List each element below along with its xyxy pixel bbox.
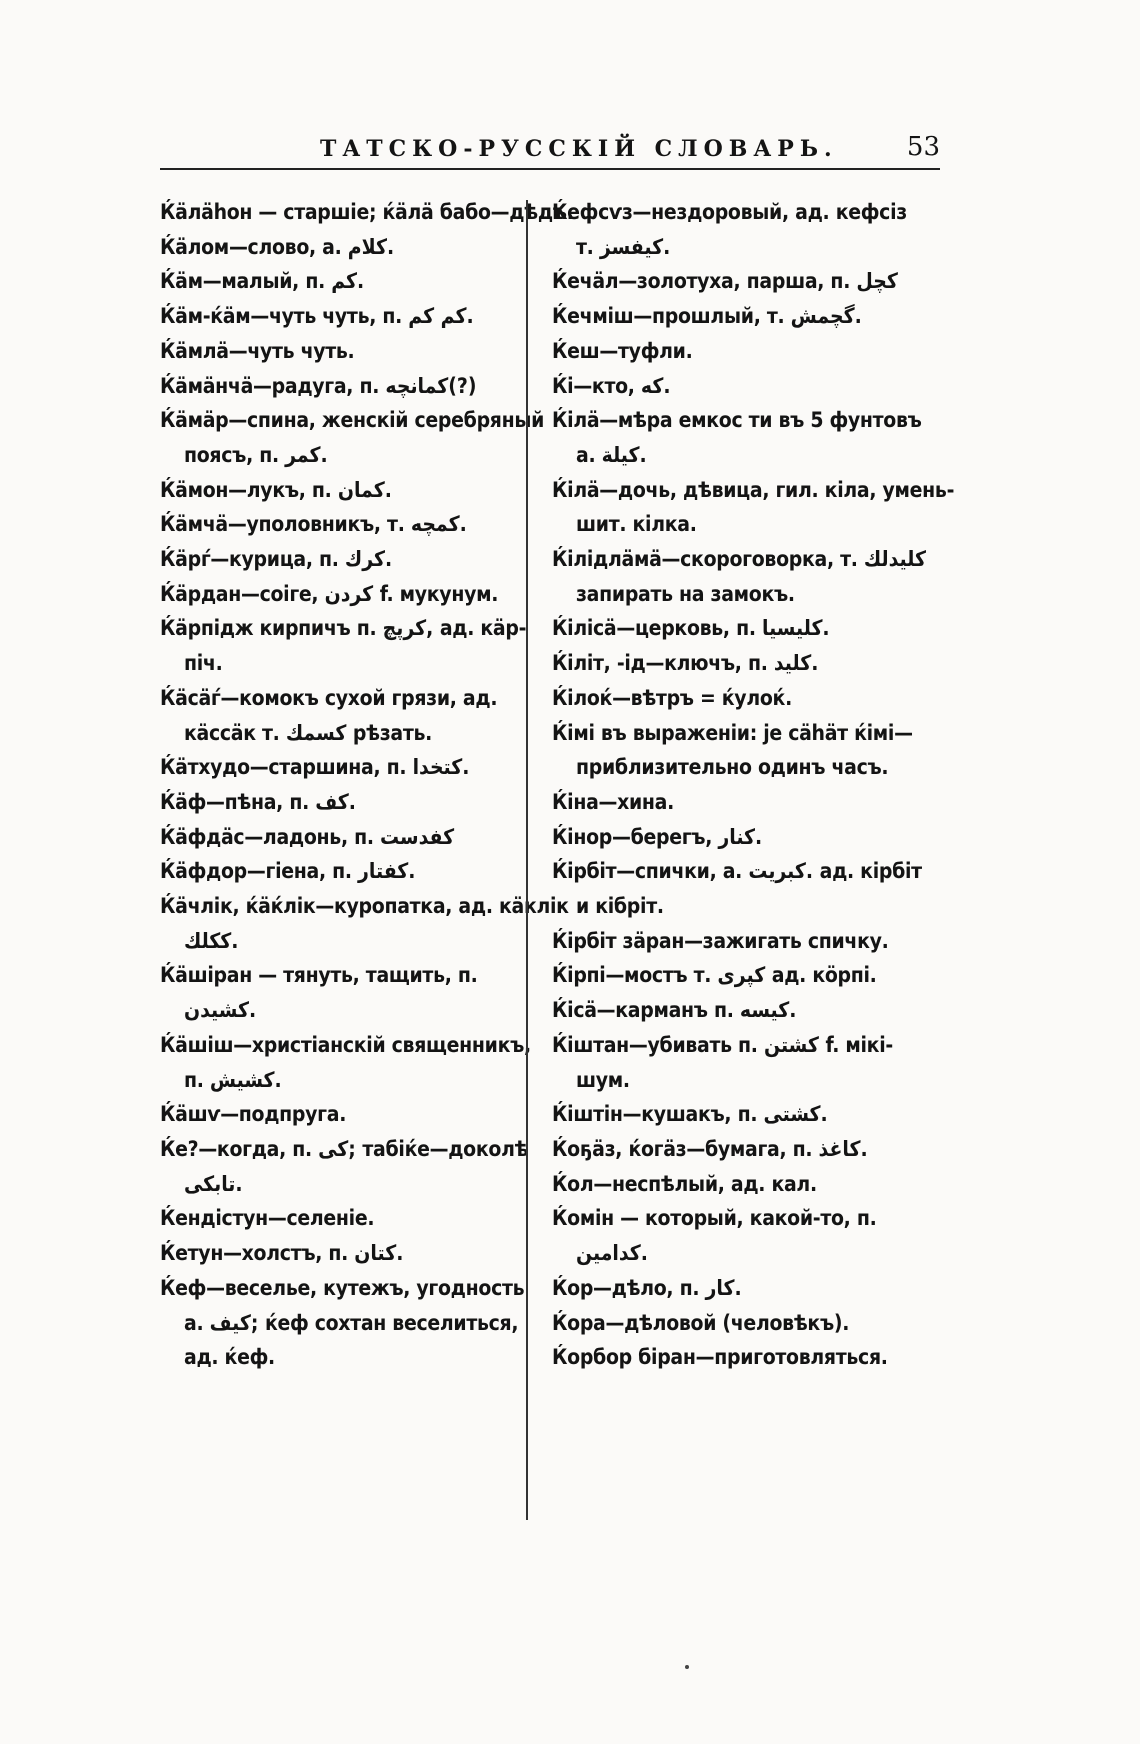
dictionary-line: Ќірбіт зäран—зажигать спичку. bbox=[552, 928, 889, 953]
dictionary-line: п. كشيش. bbox=[184, 1067, 282, 1092]
dictionary-line: Ќäрдан—соіге, كردن f. мукунум. bbox=[160, 581, 499, 606]
dictionary-line: Ќора—дѣловой (человѣкъ). bbox=[552, 1310, 850, 1335]
dictionary-line: а. كيف; ќеф сохтан веселиться, bbox=[184, 1310, 519, 1335]
dictionary-line: Ќірпі—мостъ т. كپرى ад. кöрпі. bbox=[552, 963, 877, 988]
dictionary-line: Ќілä—дочь, дѣвица, гил. кіла, умень- bbox=[552, 477, 955, 502]
dictionary-line: Ќäф—пѣна, п. كف. bbox=[160, 789, 356, 814]
dictionary-line: кäссäк т. كسمك рѣзать. bbox=[184, 720, 433, 745]
dictionary-line: Ќäлähон — старшіе; ќäлä бабо—дѣдъ. bbox=[160, 200, 574, 224]
dictionary-line: Ќеш—туфли. bbox=[552, 338, 693, 363]
dictionary-line: Ќеф—веселье, кутежъ, угодность bbox=[160, 1275, 525, 1300]
page-speck bbox=[685, 1665, 689, 1669]
dictionary-line: Ќäрпідж кирпичъ п. كرپچ, ад. кäр- bbox=[160, 616, 527, 641]
dictionary-line: Ќетун—холстъ, п. كتان. bbox=[160, 1241, 404, 1266]
header-rule bbox=[160, 168, 940, 170]
dictionary-line: Ќäмчä—уполовникъ, т. كمچه. bbox=[160, 512, 467, 537]
dictionary-line: Ќіштін—кушакъ, п. كشتى. bbox=[552, 1102, 828, 1127]
dictionary-line: Ќäчлік, ќäќлік—куропатка, ад. кäклік bbox=[160, 894, 569, 919]
dictionary-line: Ќäлом—слово, а. كلام. bbox=[160, 234, 395, 259]
dictionary-line: ад. ќеф. bbox=[184, 1345, 275, 1370]
running-title: ТАТСКО-РУССКІЙ СЛОВАРЬ. bbox=[320, 136, 838, 162]
dictionary-line: Ќäмäр—спина, женскій серебряный bbox=[160, 408, 545, 433]
dictionary-line: Ќäм—малый, п. كم. bbox=[160, 269, 365, 294]
dictionary-line: ككلك. bbox=[184, 928, 239, 953]
column-divider bbox=[526, 200, 528, 1520]
running-header bbox=[160, 132, 940, 166]
dictionary-line: т. كيفسز. bbox=[576, 234, 671, 259]
dictionary-line: Ќäмон—лукъ, п. كمان. bbox=[160, 477, 392, 502]
dictionary-line: Ќорбор біран—приготовляться. bbox=[552, 1345, 888, 1370]
dictionary-line: Ќäшіран — тянуть, тащить, п. bbox=[160, 963, 478, 988]
dictionary-line: Ќäшѵ—подпруга. bbox=[160, 1102, 347, 1127]
dictionary-line: تابكى. bbox=[184, 1171, 243, 1196]
dictionary-line: Ќäсäѓ—комокъ сухой грязи, ад. bbox=[160, 685, 498, 710]
dictionary-line: Ќендістун—селеніе. bbox=[160, 1206, 375, 1231]
dictionary-line: Ќоҕäз, ќогäз—бумага, п. كاغذ. bbox=[552, 1136, 868, 1161]
page-number: 53 bbox=[906, 132, 940, 162]
dictionary-line: Ќäшіш—христіанскій священникъ, bbox=[160, 1032, 531, 1057]
dictionary-line: Ќілä—мѣра емкос ти въ 5 фунтовъ bbox=[552, 408, 922, 433]
dictionary-line: Ќінор—берегъ, كنار. bbox=[552, 824, 763, 849]
dictionary-line: поясъ, п. كمر. bbox=[184, 442, 328, 467]
dictionary-line: а. كيلة. bbox=[576, 442, 647, 467]
dictionary-line: Ќіштан—убивать п. كشتن f. мікі- bbox=[552, 1032, 893, 1057]
dictionary-line: шум. bbox=[576, 1067, 630, 1092]
dictionary-line: и кібріт. bbox=[576, 894, 664, 919]
dictionary-line: Ќечäл—золотуха, парша, п. كچل bbox=[552, 269, 898, 294]
dictionary-line: шит. кілка. bbox=[576, 512, 697, 537]
dictionary-line: запирать на замокъ. bbox=[576, 581, 795, 606]
dictionary-line: Ќіна—хина. bbox=[552, 789, 675, 814]
dictionary-line: Ќілідлäмä—скороговорка, т. كليدلك bbox=[552, 547, 926, 572]
dictionary-line: Ќілоќ—вѣтръ = ќулоќ. bbox=[552, 685, 792, 710]
dictionary-line: كدامين. bbox=[576, 1241, 648, 1266]
dictionary-line: Ќечміш—прошлый, т. گچمش. bbox=[552, 304, 862, 329]
dictionary-line: Ќі—кто, كه. bbox=[552, 373, 671, 398]
dictionary-line: Ќісä—карманъ п. كيسه. bbox=[552, 998, 797, 1023]
dictionary-line: Ќілісä—церковь, п. كليسيا. bbox=[552, 616, 830, 641]
dictionary-line: Ќäмäнчä—радуга, п. كمانچه(?) bbox=[160, 373, 477, 398]
dictionary-line: Ќол—неспѣлый, ад. кал. bbox=[552, 1171, 817, 1196]
left-column bbox=[160, 195, 574, 1375]
dictionary-line: приблизительно одинъ часъ. bbox=[576, 755, 889, 780]
dictionary-line: Ќäтхудо—старшина, п. كتخدا. bbox=[160, 755, 470, 780]
dictionary-line: Ќомін — который, какой-то, п. bbox=[552, 1206, 877, 1231]
dictionary-line: Ќе?—когда, п. كى; табіќе—доколѣ bbox=[160, 1136, 529, 1161]
dictionary-line: Ќімі въ выраженіи: je сähäт ќімі— bbox=[552, 720, 913, 745]
right-column bbox=[552, 195, 955, 1375]
dictionary-line: піч. bbox=[184, 651, 223, 676]
dictionary-line: Ќäфдäс—ладонь, п. كفدست bbox=[160, 824, 455, 849]
dictionary-line: كشيدن. bbox=[184, 998, 257, 1023]
dictionary-line: Ќäрѓ—курица, п. كرك. bbox=[160, 547, 393, 572]
dictionary-line: Ќäфдор—гіена, п. كفتار. bbox=[160, 859, 416, 884]
dictionary-line: Ќірбіт—спички, а. كبريت. ад. кірбіт bbox=[552, 859, 922, 884]
dictionary-line: Ќäм-ќäм—чуть чуть, п. كم كم. bbox=[160, 304, 474, 329]
dictionary-line: Ќіліт, -ід—ключъ, п. كليد. bbox=[552, 651, 819, 676]
dictionary-line: Ќефсѵз—нездоровый, ад. кефсіз bbox=[552, 200, 907, 224]
dictionary-line: Ќор—дѣло, п. كار. bbox=[552, 1275, 742, 1300]
dictionary-line: Ќäмлä—чуть чуть. bbox=[160, 338, 355, 363]
